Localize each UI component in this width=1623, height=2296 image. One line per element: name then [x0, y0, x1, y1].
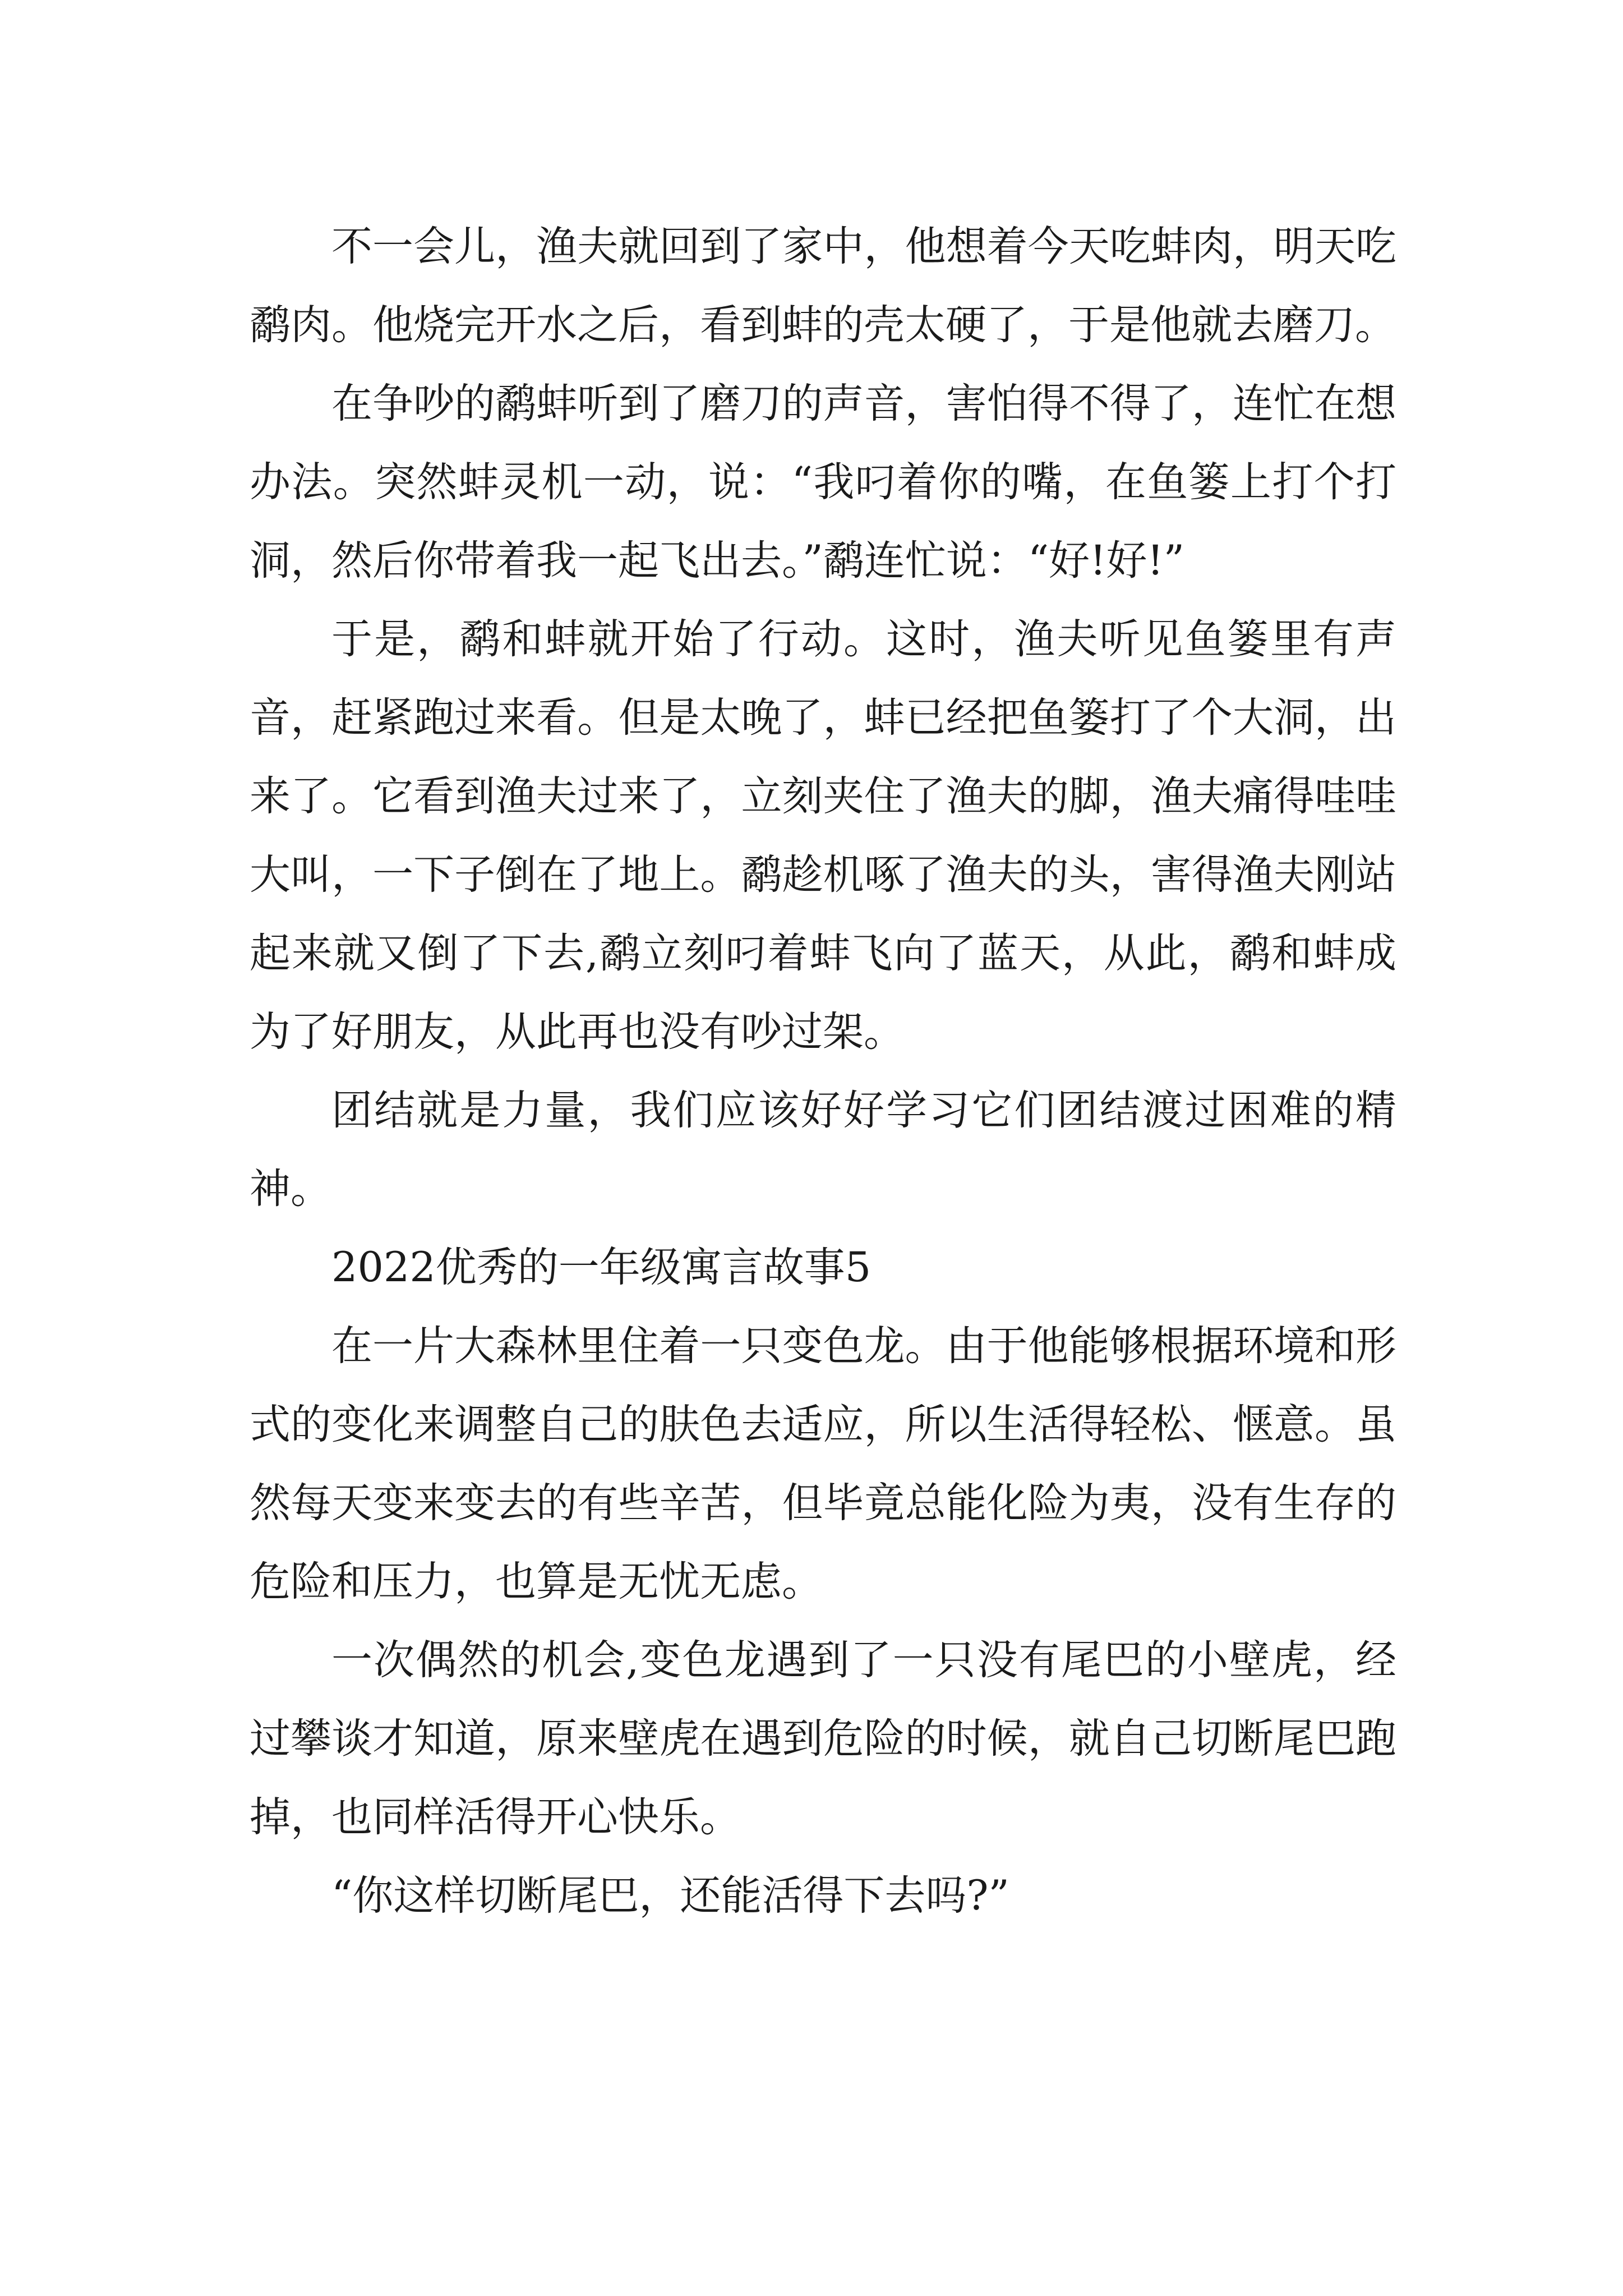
paragraph: 于是，鹬和蚌就开始了行动。这时，渔夫听见鱼篓里有声音，赶紧跑过来看。但是太晚了，蚌已经把鱼篓打了个大洞，出来了。它看到渔夫过来了，立刻夹住了渔夫的脚，渔夫痛得哇哇大叫，一下子倒在了地上。鹬趁机啄了渔夫的头，害得渔夫刚站起来就又倒了下去,鹬立刻叼着蚌飞向了蓝天，从此，鹬和蚌成为了好朋友，从此再也没有吵过架。	[250, 615, 1396, 1056]
section-heading: 2022优秀的一年级寓言故事5	[331, 1244, 872, 1291]
paragraph: 不一会儿，渔夫就回到了家中，他想着今天吃蚌肉，明天吃鹬肉。他烧完开水之后，看到蚌的壳太硬了，于是他就去磨刀。	[250, 223, 1396, 349]
paragraph: 一次偶然的机会,变色龙遇到了一只没有尾巴的小壁虎，经过攀谈才知道，原来壁虎在遇到危险的时候，就自己切断尾巴跑掉，也同样活得开心快乐。	[250, 1636, 1396, 1841]
paragraph: 团结就是力量，我们应该好好学习它们团结渡过困难的精神。	[250, 1087, 1396, 1213]
document-body	[250, 208, 1396, 1935]
paragraph: “你这样切断尾巴，还能活得下去吗?”	[331, 1872, 1009, 1920]
paragraph: 在一片大森林里住着一只变色龙。由于他能够根据环境和形式的变化来调整自己的肤色去适应，所以生活得轻松、惬意。虽然每天变来变去的有些辛苦，但毕竟总能化险为夷，没有生存的危险和压力，也算是无忧无虑。	[250, 1322, 1396, 1605]
paragraph: 在争吵的鹬蚌听到了磨刀的声音，害怕得不得了，连忙在想办法。突然蚌灵机一动，说：“我叼着你的嘴，在鱼篓上打个打洞，然后你带着我一起飞出去。”鹬连忙说：“好!好!”	[250, 380, 1396, 585]
